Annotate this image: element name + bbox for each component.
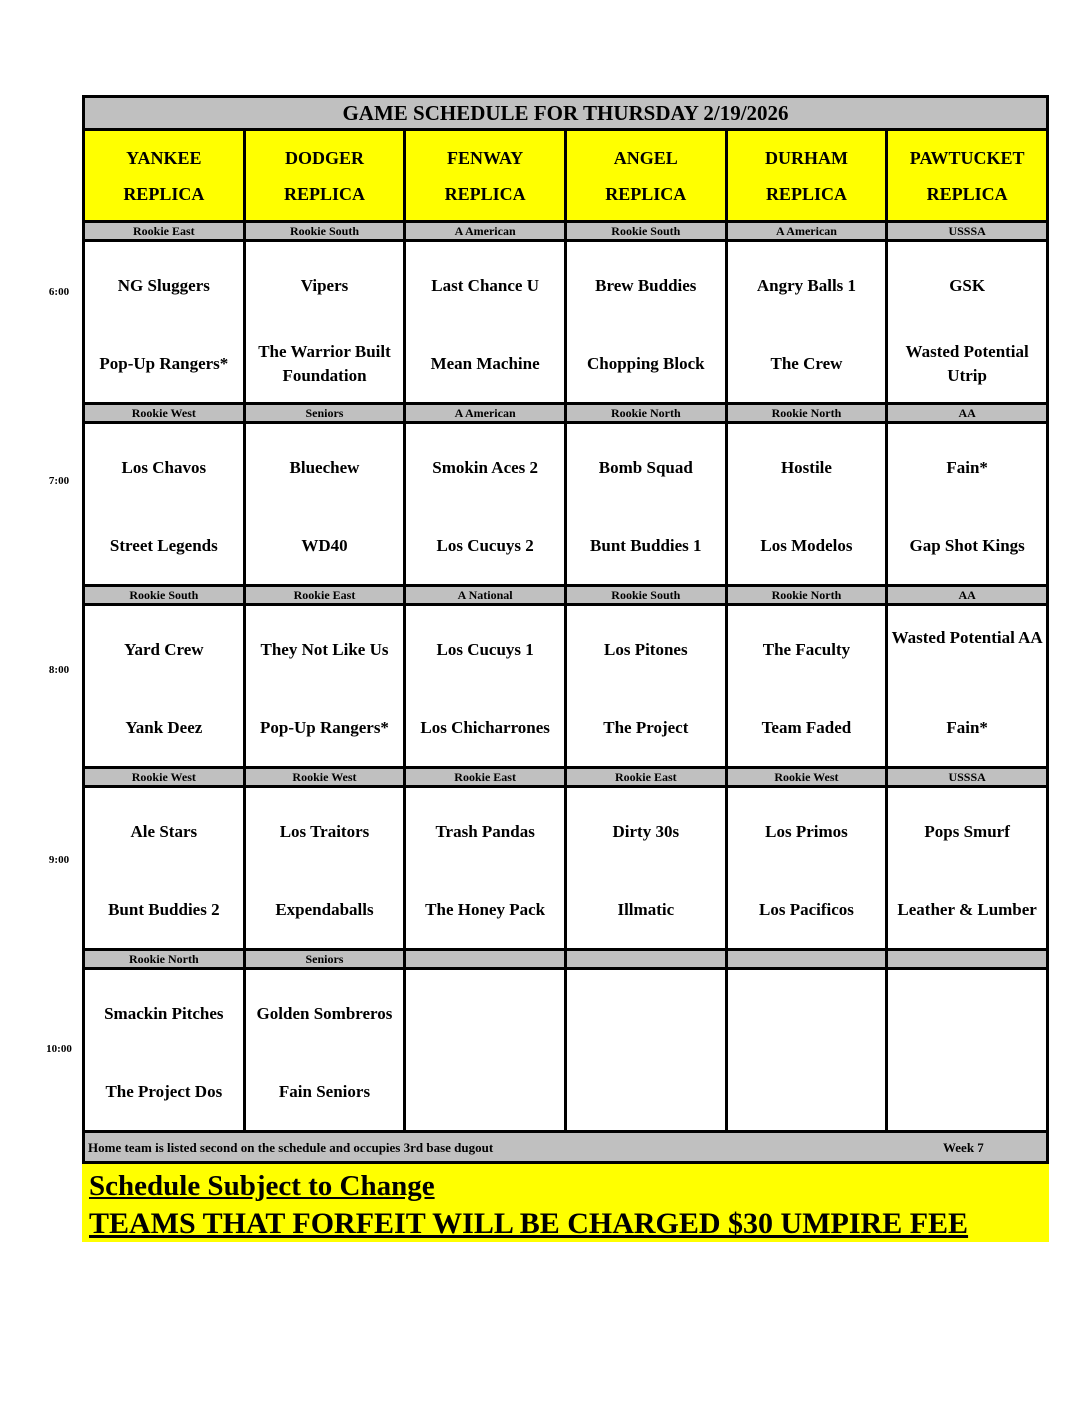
away-team: Last Chance U bbox=[431, 276, 539, 295]
time-slot-label: 6:00 bbox=[48, 286, 70, 298]
division-label: Rookie West bbox=[244, 768, 405, 787]
game-cell bbox=[405, 969, 566, 1132]
game-cell bbox=[726, 423, 887, 586]
home-team: Bunt Buddies 1 bbox=[590, 536, 702, 555]
home-team: Illmatic bbox=[617, 900, 675, 919]
game-row bbox=[84, 969, 1048, 1132]
away-team: GSK bbox=[949, 276, 986, 295]
field-header bbox=[244, 130, 405, 222]
game-cell bbox=[887, 423, 1048, 586]
game-cell bbox=[726, 605, 887, 768]
division-label bbox=[726, 950, 887, 969]
home-team: The Honey Pack bbox=[425, 900, 546, 919]
game-row bbox=[84, 241, 1048, 404]
division-label: Seniors bbox=[244, 950, 405, 969]
division-label: A American bbox=[405, 222, 566, 241]
division-label: Rookie North bbox=[726, 404, 887, 423]
division-label: Rookie West bbox=[726, 768, 887, 787]
division-label: USSSA bbox=[887, 768, 1048, 787]
home-team: Chopping Block bbox=[586, 354, 705, 373]
time-slot-label: 8:00 bbox=[48, 664, 70, 676]
home-team-note: Home team is listed second on the schedule and occupies 3rd base dugout bbox=[88, 1140, 494, 1155]
game-cell bbox=[887, 241, 1048, 404]
time-slot-label: 7:00 bbox=[48, 475, 70, 487]
away-team: Smackin Pitches bbox=[104, 1004, 224, 1023]
game-cell bbox=[726, 969, 887, 1132]
field-header bbox=[565, 130, 726, 222]
home-team: Los Chicharrones bbox=[420, 718, 550, 737]
division-label: AA bbox=[887, 586, 1048, 605]
field-subtitle: REPLICA bbox=[283, 183, 365, 204]
game-row bbox=[84, 423, 1048, 586]
division-label: Rookie South bbox=[244, 222, 405, 241]
division-label: Rookie East bbox=[84, 222, 245, 241]
field-header bbox=[405, 130, 566, 222]
forfeit-fee-notice: TEAMS THAT FORFEIT WILL BE CHARGED $30 UMPIRE FEE bbox=[89, 1207, 969, 1240]
home-team: Team Faded bbox=[761, 718, 852, 737]
division-label: A American bbox=[405, 404, 566, 423]
away-team: They Not Like Us bbox=[260, 640, 389, 659]
game-cell bbox=[565, 241, 726, 404]
away-team: Pops Smurf bbox=[924, 822, 1010, 841]
week-label: Week 7 bbox=[943, 1140, 984, 1155]
away-team: Yard Crew bbox=[124, 640, 204, 659]
game-cell bbox=[565, 423, 726, 586]
game-cell bbox=[84, 605, 245, 768]
division-label bbox=[565, 950, 726, 969]
division-label: Rookie West bbox=[84, 768, 245, 787]
division-label: Seniors bbox=[244, 404, 405, 423]
home-team: Pop-Up Rangers* bbox=[99, 354, 229, 373]
division-row bbox=[84, 586, 1048, 605]
field-name: YANKEE bbox=[126, 147, 202, 168]
division-label: AA bbox=[887, 404, 1048, 423]
away-team: Angry Balls 1 bbox=[756, 276, 857, 295]
home-team: The Crew bbox=[770, 354, 843, 373]
home-team: Pop-Up Rangers* bbox=[260, 718, 389, 737]
away-team: Bomb Squad bbox=[598, 458, 693, 477]
division-label: A American bbox=[726, 222, 887, 241]
game-cell bbox=[244, 423, 405, 586]
away-team: Los Pitones bbox=[604, 640, 688, 659]
game-cell bbox=[244, 605, 405, 768]
away-team: Golden Sombreros bbox=[256, 1004, 393, 1023]
division-label: Rookie South bbox=[565, 586, 726, 605]
division-label: Rookie East bbox=[244, 586, 405, 605]
field-name: PAWTUCKET bbox=[909, 147, 1025, 168]
time-slot-label: 10:00 bbox=[46, 1043, 72, 1055]
game-cell bbox=[887, 787, 1048, 950]
home-team: Los Pacificos bbox=[759, 900, 854, 919]
division-label: Rookie East bbox=[565, 768, 726, 787]
field-name: DODGER bbox=[284, 147, 364, 168]
home-team: Los Modelos bbox=[760, 536, 853, 555]
home-team: Fain Seniors bbox=[278, 1082, 371, 1101]
home-team: Mean Machine bbox=[430, 354, 540, 373]
game-cell bbox=[565, 969, 726, 1132]
home-team: Wasted Potential Utrip bbox=[905, 342, 1029, 385]
division-label: Rookie South bbox=[565, 222, 726, 241]
home-team: Fain* bbox=[946, 718, 988, 737]
division-label bbox=[887, 950, 1048, 969]
home-team: Gap Shot Kings bbox=[909, 536, 1025, 555]
away-team: Wasted Potential AA bbox=[891, 628, 1043, 647]
field-subtitle: REPLICA bbox=[926, 183, 1008, 204]
game-row bbox=[84, 605, 1048, 768]
warning-banner bbox=[82, 1164, 1049, 1242]
game-cell bbox=[84, 241, 245, 404]
game-cell bbox=[887, 605, 1048, 768]
field-header bbox=[887, 130, 1048, 222]
schedule-table bbox=[82, 95, 1049, 1164]
game-cell bbox=[726, 241, 887, 404]
game-cell bbox=[887, 969, 1048, 1132]
home-team: Expendaballs bbox=[275, 900, 374, 919]
game-cell bbox=[565, 787, 726, 950]
division-label bbox=[405, 950, 566, 969]
game-cell bbox=[84, 787, 245, 950]
division-label: Rookie North bbox=[565, 404, 726, 423]
field-header bbox=[84, 130, 245, 222]
away-team: NG Sluggers bbox=[117, 276, 210, 295]
game-cell bbox=[244, 241, 405, 404]
game-cell bbox=[84, 423, 245, 586]
field-subtitle: REPLICA bbox=[123, 183, 205, 204]
game-cell bbox=[244, 787, 405, 950]
division-row bbox=[84, 950, 1048, 969]
game-cell bbox=[405, 423, 566, 586]
away-team: Vipers bbox=[300, 276, 349, 295]
away-team: Dirty 30s bbox=[612, 822, 680, 841]
away-team: Los Cucuys 1 bbox=[436, 640, 534, 659]
away-team: Ale Stars bbox=[130, 822, 198, 841]
away-team: Trash Pandas bbox=[435, 822, 535, 841]
game-cell bbox=[84, 969, 245, 1132]
home-team: The Project bbox=[603, 718, 689, 737]
away-team: The Faculty bbox=[762, 640, 851, 659]
time-slot-label: 9:00 bbox=[48, 854, 70, 866]
away-team: Los Traitors bbox=[279, 822, 370, 841]
away-team: Fain* bbox=[946, 458, 988, 477]
footer-row bbox=[84, 1132, 1048, 1163]
game-cell bbox=[726, 787, 887, 950]
game-cell bbox=[405, 605, 566, 768]
home-team: Leather & Lumber bbox=[897, 900, 1037, 919]
division-label: Rookie South bbox=[84, 586, 245, 605]
division-label: Rookie North bbox=[84, 950, 245, 969]
division-row bbox=[84, 768, 1048, 787]
division-row bbox=[84, 222, 1048, 241]
home-team: Bunt Buddies 2 bbox=[108, 900, 220, 919]
away-team: Los Primos bbox=[765, 822, 848, 841]
division-label: Rookie West bbox=[84, 404, 245, 423]
field-name: ANGEL bbox=[613, 147, 678, 168]
field-name: DURHAM bbox=[764, 147, 848, 168]
division-label: A National bbox=[405, 586, 566, 605]
division-label: Rookie East bbox=[405, 768, 566, 787]
away-team: Los Chavos bbox=[121, 458, 207, 477]
field-subtitle: REPLICA bbox=[444, 183, 526, 204]
home-team: WD40 bbox=[301, 536, 348, 555]
away-team: Bluechew bbox=[289, 458, 360, 477]
field-subtitle: REPLICA bbox=[765, 183, 847, 204]
home-team: The Project Dos bbox=[105, 1082, 223, 1101]
game-cell bbox=[405, 787, 566, 950]
schedule-title: GAME SCHEDULE FOR THURSDAY 2/19/2026 bbox=[84, 97, 1048, 130]
away-team: Brew Buddies bbox=[595, 276, 697, 295]
home-team: Street Legends bbox=[109, 536, 218, 555]
division-label: USSSA bbox=[887, 222, 1048, 241]
footer-band bbox=[84, 1132, 1048, 1163]
division-row bbox=[84, 404, 1048, 423]
field-name: FENWAY bbox=[446, 147, 524, 168]
home-team: Los Cucuys 2 bbox=[436, 536, 534, 555]
schedule-change-notice: Schedule Subject to Change bbox=[89, 1170, 435, 1202]
home-team: Yank Deez bbox=[125, 718, 203, 737]
schedule-sheet bbox=[82, 95, 1049, 1242]
away-team: Hostile bbox=[780, 458, 832, 477]
game-cell bbox=[405, 241, 566, 404]
home-team: The Warrior Built Foundation bbox=[258, 342, 391, 385]
game-cell bbox=[244, 969, 405, 1132]
field-header-row bbox=[84, 130, 1048, 222]
field-subtitle: REPLICA bbox=[605, 183, 687, 204]
division-label: Rookie North bbox=[726, 586, 887, 605]
field-header bbox=[726, 130, 887, 222]
away-team: Smokin Aces 2 bbox=[432, 458, 539, 477]
game-row bbox=[84, 787, 1048, 950]
game-cell bbox=[565, 605, 726, 768]
